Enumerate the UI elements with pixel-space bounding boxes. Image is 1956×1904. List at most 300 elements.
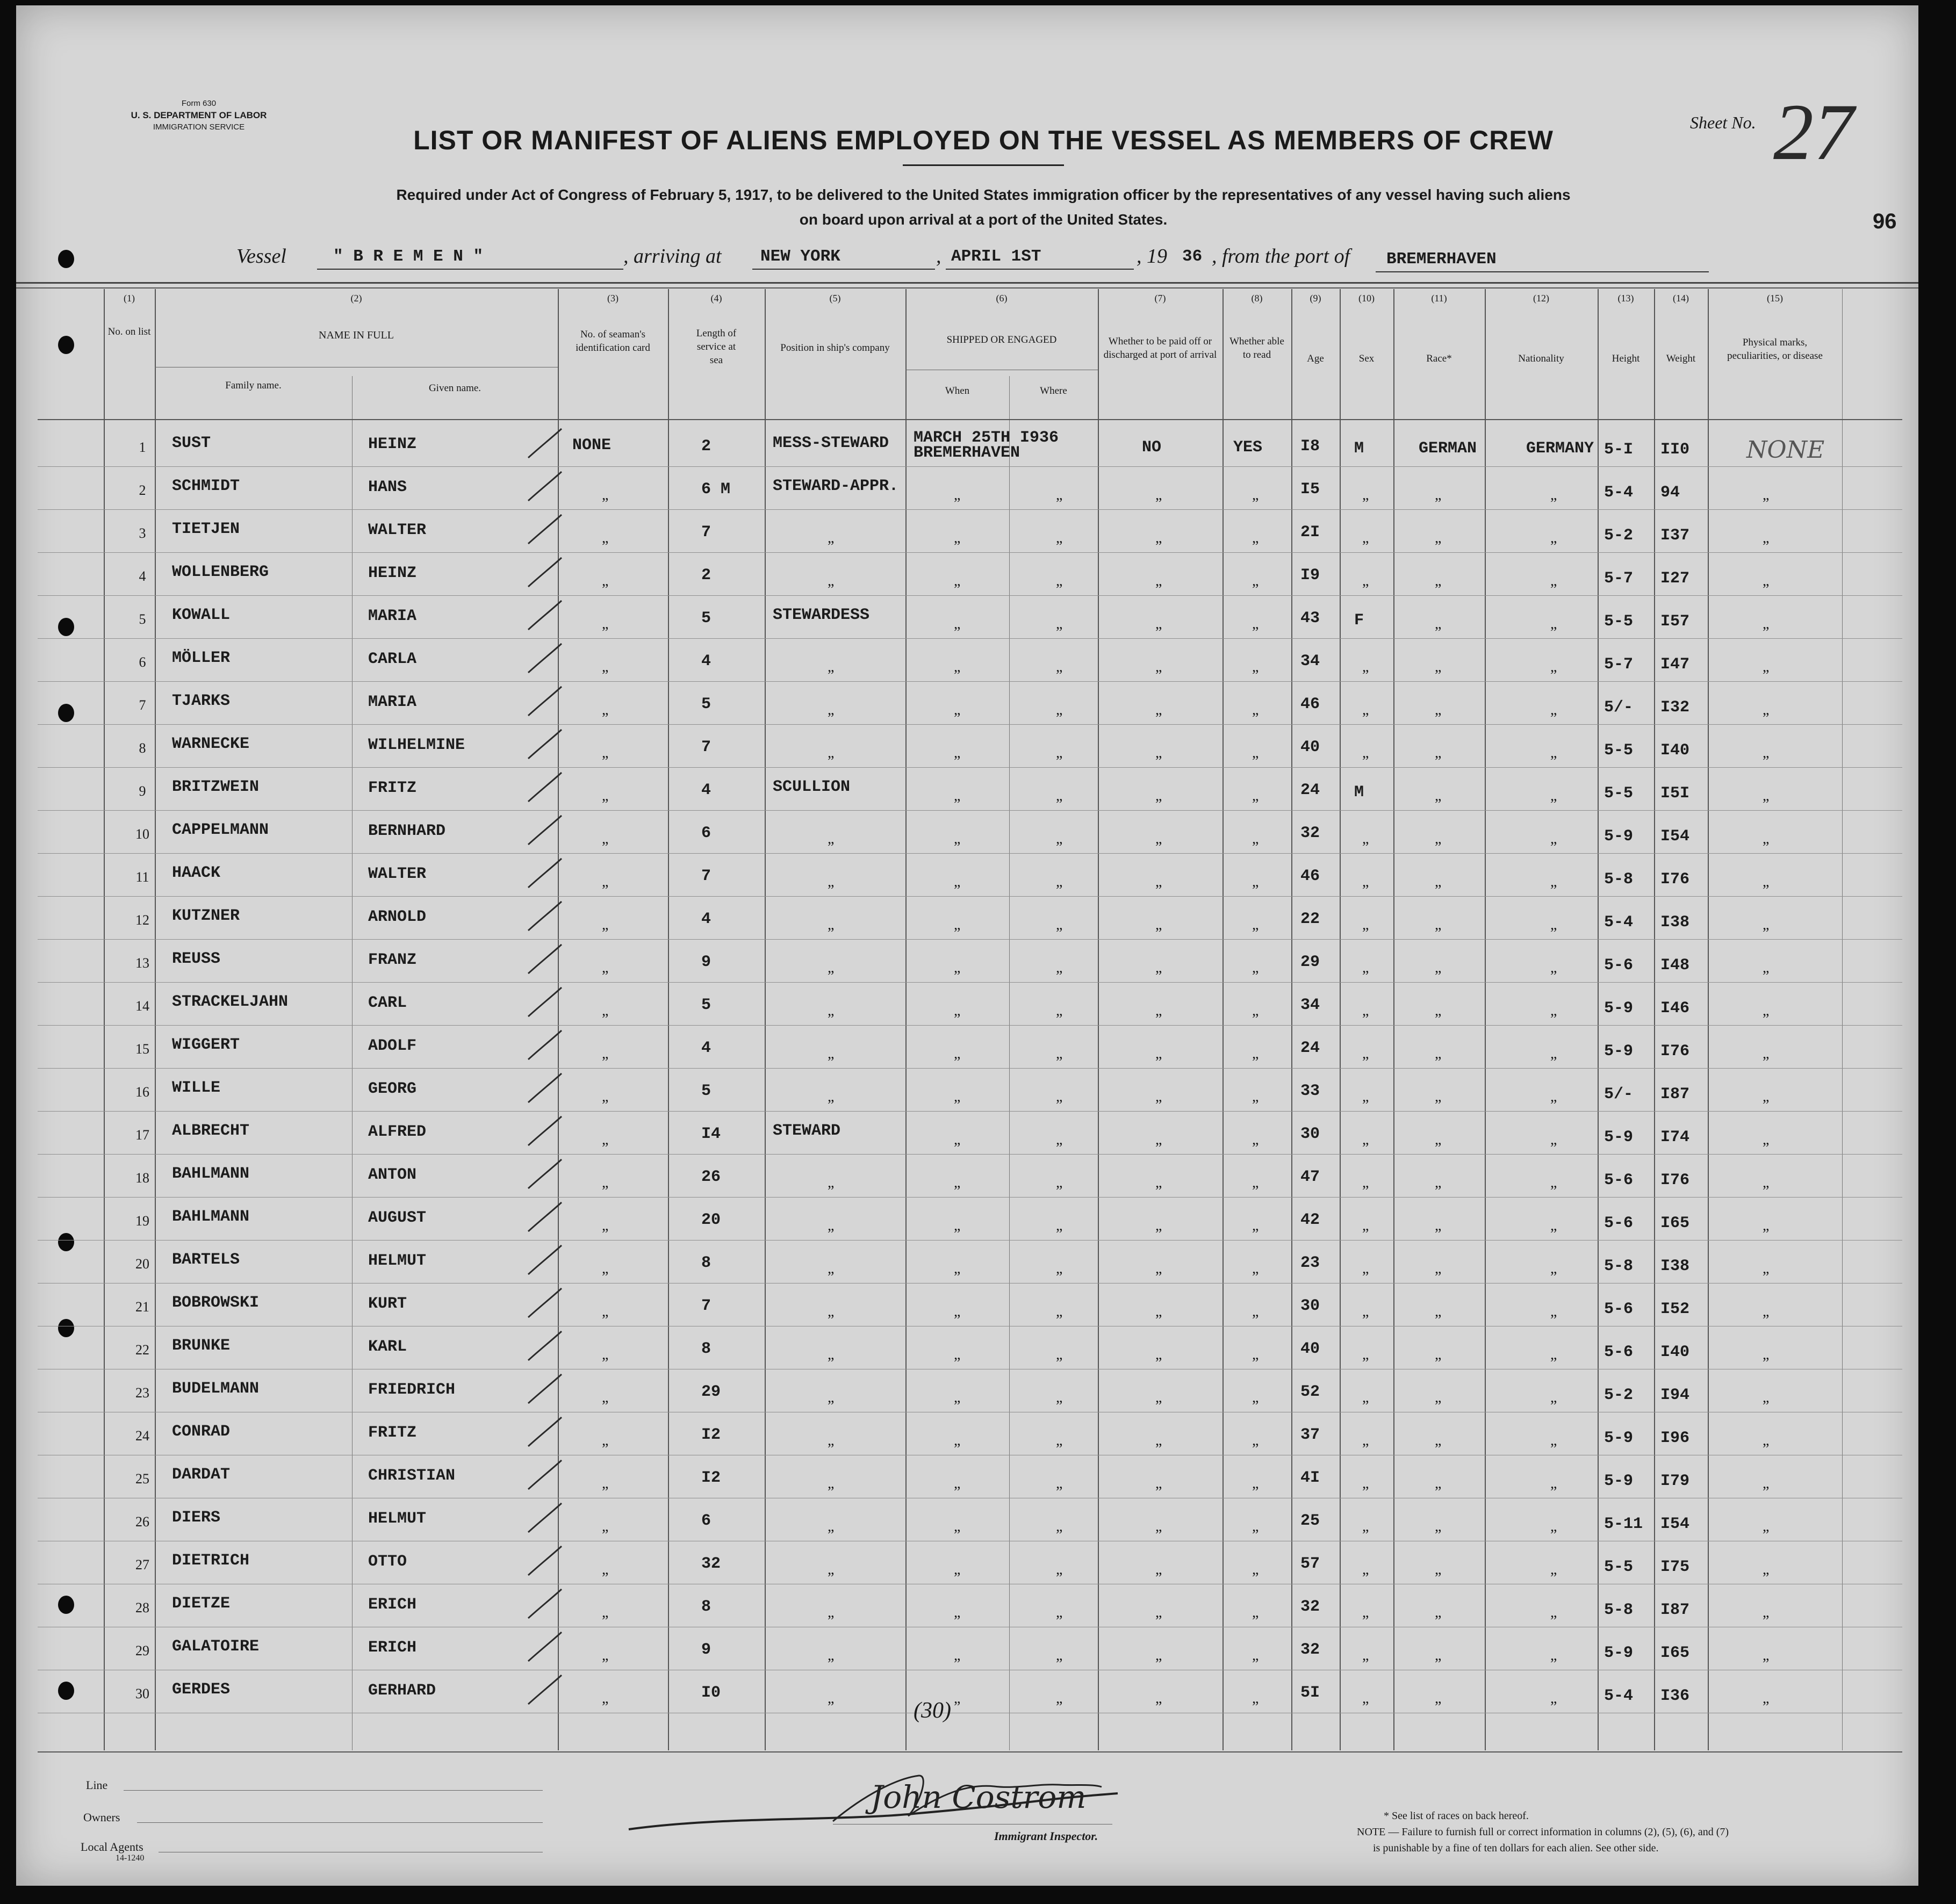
given-name: KARL — [368, 1338, 407, 1356]
weight: I76 — [1660, 1171, 1690, 1189]
ditto-mark: „ — [1362, 1604, 1369, 1621]
family-name: ALBRECHT — [172, 1122, 250, 1140]
row-number: 21 — [135, 1299, 149, 1315]
ditto-mark: „ — [1155, 616, 1162, 632]
ditto-mark: „ — [954, 1346, 961, 1363]
ditto-mark: „ — [1435, 1389, 1442, 1406]
weight: I65 — [1660, 1214, 1690, 1232]
ditto-mark: „ — [1056, 831, 1063, 847]
table-row — [16, 424, 1918, 467]
row-number: 28 — [135, 1600, 149, 1615]
check-mark-icon — [524, 1629, 567, 1667]
family-name: KUTZNER — [172, 907, 240, 925]
position: STEWARD — [773, 1122, 841, 1140]
check-mark-icon — [524, 1586, 567, 1624]
row-number: 10 — [135, 826, 149, 842]
ditto-mark: „ — [1155, 1303, 1162, 1320]
ditto-mark: „ — [1155, 1088, 1162, 1105]
height: 5-6 — [1604, 1214, 1634, 1232]
ditto-mark: „ — [828, 1303, 835, 1320]
ditto-mark: „ — [1435, 1260, 1442, 1277]
ditto-mark: „ — [1056, 1647, 1063, 1664]
ditto-mark: „ — [1252, 1303, 1259, 1320]
ditto-mark: „ — [1155, 1432, 1162, 1449]
ditto-mark: „ — [1550, 1561, 1557, 1578]
given-name: KURT — [368, 1295, 407, 1313]
ditto-mark: „ — [1155, 1045, 1162, 1062]
ditto-mark: „ — [1252, 1217, 1259, 1234]
age: 47 — [1300, 1168, 1320, 1186]
ditto-mark: „ — [1155, 831, 1162, 847]
height: 5-6 — [1604, 956, 1634, 975]
line-label: Line — [86, 1778, 108, 1792]
height: 5-9 — [1604, 1472, 1634, 1490]
ditto-mark: „ — [1056, 745, 1063, 761]
ditto-mark: „ — [1435, 874, 1442, 890]
ditto-mark: „ — [1763, 1690, 1770, 1707]
ditto-mark: „ — [1056, 487, 1063, 503]
ditto-mark: „ — [1252, 573, 1259, 589]
check-mark-icon — [524, 769, 567, 807]
ditto-mark: „ — [954, 1088, 961, 1105]
ditto-mark: „ — [1763, 573, 1770, 589]
ditto-mark: „ — [1362, 1518, 1369, 1535]
service-length: 26 — [701, 1168, 721, 1186]
ditto-mark: „ — [828, 874, 835, 890]
ditto-mark: „ — [1763, 616, 1770, 632]
ditto-mark: „ — [1362, 1561, 1369, 1578]
family-name: SUST — [172, 434, 211, 452]
table-row — [16, 1327, 1918, 1370]
ditto-mark: „ — [1763, 788, 1770, 804]
weight: I87 — [1660, 1601, 1690, 1619]
ditto-mark: „ — [1252, 1647, 1259, 1664]
weight: I75 — [1660, 1558, 1690, 1576]
row-number: 16 — [135, 1084, 149, 1100]
ditto-mark: „ — [1362, 1217, 1369, 1234]
col-2-number: (2) — [350, 293, 362, 304]
ditto-mark: „ — [1550, 1131, 1557, 1148]
ditto-mark: „ — [828, 530, 835, 546]
age: 34 — [1300, 652, 1320, 670]
ditto-mark: „ — [954, 1389, 961, 1406]
sex: M — [1354, 439, 1364, 458]
col-15-header: Physical marks, peculiarities, or disease — [1727, 337, 1823, 362]
table-row — [16, 639, 1918, 682]
col-7-header: Whether to be paid off or discharged at port of arrival — [1103, 336, 1217, 360]
given-name: WILHELMINE — [368, 736, 465, 754]
ditto-mark: „ — [1362, 530, 1369, 546]
family-name: WOLLENBERG — [172, 563, 269, 581]
ditto-mark: „ — [1252, 1604, 1259, 1621]
ditto-mark: „ — [1362, 1131, 1369, 1148]
family-name: BARTELS — [172, 1251, 240, 1269]
ditto-mark: „ — [1056, 1174, 1063, 1191]
check-mark-icon — [524, 1070, 567, 1108]
row-number: 4 — [139, 568, 146, 584]
ditto-mark: „ — [954, 917, 961, 933]
age: 30 — [1300, 1297, 1320, 1315]
manifest-sheet — [16, 5, 1918, 1886]
row-number: 11 — [135, 869, 149, 885]
ditto-mark: „ — [1155, 874, 1162, 890]
ditto-mark: „ — [1155, 702, 1162, 718]
ditto-mark: „ — [1763, 1217, 1770, 1234]
service-length: 4 — [701, 781, 711, 799]
service-length: 20 — [701, 1211, 721, 1229]
form-code: 14-1240 — [116, 1853, 145, 1863]
col-3-header: No. of seaman's identification card — [576, 329, 650, 354]
row-number: 14 — [135, 998, 149, 1014]
height: 5-4 — [1604, 1687, 1634, 1705]
ditto-mark: „ — [828, 1003, 835, 1019]
ditto-mark: „ — [1056, 530, 1063, 546]
ditto-mark: „ — [602, 573, 609, 589]
ditto-mark: „ — [1252, 1475, 1259, 1492]
able-to-read: YES — [1233, 438, 1263, 457]
ditto-mark: „ — [1362, 573, 1369, 589]
given-name: AUGUST — [368, 1209, 427, 1227]
service-length: 6 — [701, 1512, 711, 1530]
check-mark-icon — [524, 1543, 567, 1581]
position: MESS-STEWARD — [773, 434, 889, 452]
ditto-mark: „ — [828, 1561, 835, 1578]
ditto-mark: „ — [1056, 1088, 1063, 1105]
given-name: CARL — [368, 994, 407, 1012]
ditto-mark: „ — [1550, 874, 1557, 890]
ditto-mark: „ — [602, 1217, 609, 1234]
position: STEWARD-APPR. — [773, 477, 899, 495]
arrival-year: 36 — [1182, 247, 1203, 266]
service-length: 5 — [701, 695, 711, 713]
ditto-mark: „ — [1362, 1475, 1369, 1492]
ditto-mark: „ — [602, 1045, 609, 1062]
check-mark-icon — [524, 1457, 567, 1495]
service: IMMIGRATION SERVICE — [153, 122, 245, 132]
ditto-mark: „ — [1155, 745, 1162, 761]
ditto-mark: „ — [1056, 788, 1063, 804]
ditto-mark: „ — [1435, 1432, 1442, 1449]
ditto-mark: „ — [602, 960, 609, 976]
weight: I40 — [1660, 741, 1690, 760]
row-number: 18 — [135, 1170, 149, 1186]
ditto-mark: „ — [1763, 530, 1770, 546]
ditto-mark: „ — [1252, 1432, 1259, 1449]
col-6-header: SHIPPED OR ENGAGED — [946, 334, 1057, 345]
ditto-mark: „ — [602, 1303, 609, 1320]
table-row — [16, 1112, 1918, 1155]
check-mark-icon — [524, 1500, 567, 1538]
ditto-mark: „ — [1155, 1003, 1162, 1019]
table-row — [16, 1499, 1918, 1542]
ditto-mark: „ — [954, 1475, 961, 1492]
page-title: LIST OR MANIFEST OF ALIENS EMPLOYED ON THE VESSEL AS MEMBERS OF CREW — [413, 125, 1554, 155]
ditto-mark: „ — [1435, 487, 1442, 503]
row-number: 6 — [139, 654, 146, 670]
service-length: 8 — [701, 1340, 711, 1358]
ditto-mark: „ — [1435, 917, 1442, 933]
ditto-mark: „ — [1763, 1432, 1770, 1449]
ditto-mark: „ — [1056, 1690, 1063, 1707]
ditto-mark: „ — [1362, 1647, 1369, 1664]
ditto-mark: „ — [1056, 960, 1063, 976]
ditto-mark: „ — [1252, 831, 1259, 847]
ditto-mark: „ — [954, 1174, 961, 1191]
ditto-mark: „ — [828, 1088, 835, 1105]
ditto-mark: „ — [1252, 530, 1259, 546]
weight: I32 — [1660, 698, 1690, 717]
table-row — [16, 553, 1918, 596]
col-5-header: Position in ship's company — [780, 342, 890, 354]
ditto-mark: „ — [1435, 1690, 1442, 1707]
ditto-mark: „ — [1763, 745, 1770, 761]
ditto-mark: „ — [1435, 1217, 1442, 1234]
given-name: CHRISTIAN — [368, 1467, 456, 1485]
ditto-mark: „ — [828, 659, 835, 675]
service-length: 32 — [701, 1555, 721, 1573]
service-length: 5 — [701, 1082, 711, 1100]
ditto-mark: „ — [1155, 1604, 1162, 1621]
given-name: ARNOLD — [368, 908, 427, 926]
ditto-mark: „ — [1252, 1003, 1259, 1019]
ditto-mark: „ — [1155, 659, 1162, 675]
table-row — [16, 1628, 1918, 1671]
ditto-mark: „ — [828, 1647, 835, 1664]
ditto-mark: „ — [602, 1260, 609, 1277]
weight: I76 — [1660, 870, 1690, 889]
weight: I37 — [1660, 527, 1690, 545]
ditto-mark: „ — [1550, 745, 1557, 761]
ditto-mark: „ — [954, 1561, 961, 1578]
table-row — [16, 1284, 1918, 1327]
ditto-mark: „ — [1362, 874, 1369, 890]
table-row — [16, 1026, 1918, 1069]
height: 5-4 — [1604, 913, 1634, 932]
ditto-mark: „ — [1362, 1303, 1369, 1320]
col-14-header: Weight — [1666, 353, 1696, 364]
ditto-mark: „ — [1155, 1260, 1162, 1277]
table-row — [16, 811, 1918, 854]
check-mark-icon — [524, 941, 567, 979]
row-number: 9 — [139, 783, 146, 799]
ditto-mark: „ — [1252, 1131, 1259, 1148]
table-row — [16, 897, 1918, 940]
ditto-mark: „ — [1763, 1088, 1770, 1105]
ditto-mark: „ — [1763, 1389, 1770, 1406]
family-name: WIGGERT — [172, 1036, 240, 1054]
age: 46 — [1300, 867, 1320, 885]
check-mark-icon — [524, 425, 567, 463]
col-7-number: (7) — [1154, 293, 1166, 304]
weight: I96 — [1660, 1429, 1690, 1447]
col-2a-header: Family name. — [225, 380, 282, 391]
paid-off: NO — [1142, 438, 1162, 457]
corner-number: 96 — [1873, 210, 1897, 233]
ditto-mark: „ — [1435, 702, 1442, 718]
ditto-mark: „ — [1252, 1346, 1259, 1363]
family-name: KOWALL — [172, 606, 231, 624]
check-mark-icon — [524, 511, 567, 549]
ditto-mark: „ — [828, 1518, 835, 1535]
ditto-mark: „ — [1435, 616, 1442, 632]
ditto-mark: „ — [1155, 573, 1162, 589]
ditto-mark: „ — [828, 1260, 835, 1277]
ditto-mark: „ — [828, 960, 835, 976]
ditto-mark: „ — [828, 1389, 835, 1406]
ditto-mark: „ — [1155, 1561, 1162, 1578]
table-row — [16, 682, 1918, 725]
ditto-mark: „ — [1362, 702, 1369, 718]
ditto-mark: „ — [1252, 1260, 1259, 1277]
age: 22 — [1300, 910, 1320, 928]
height: 5-9 — [1604, 1042, 1634, 1061]
ditto-mark: „ — [1155, 788, 1162, 804]
family-name: DARDAT — [172, 1466, 231, 1484]
table-row — [16, 983, 1918, 1026]
service-length: 7 — [701, 738, 711, 756]
service-length: 6 M — [701, 480, 731, 499]
ditto-mark: „ — [1362, 960, 1369, 976]
row-number: 13 — [135, 955, 149, 971]
ditto-mark: „ — [1362, 831, 1369, 847]
sex: F — [1354, 611, 1364, 630]
ditto-mark: „ — [1763, 1604, 1770, 1621]
ditto-mark: „ — [1252, 788, 1259, 804]
port-label: , from the port of — [1212, 245, 1350, 268]
ditto-mark: „ — [1362, 1174, 1369, 1191]
ditto-mark: „ — [1252, 702, 1259, 718]
ditto-mark: „ — [954, 960, 961, 976]
age: 52 — [1300, 1383, 1320, 1401]
age: I9 — [1300, 566, 1320, 585]
table-row — [16, 1069, 1918, 1112]
col-1-header: No. on list — [107, 326, 151, 337]
ditto-mark: „ — [954, 1131, 961, 1148]
ditto-mark: „ — [1550, 1303, 1557, 1320]
table-row — [16, 1585, 1918, 1628]
ditto-mark: „ — [1252, 487, 1259, 503]
ditto-mark: „ — [1550, 530, 1557, 546]
check-mark-icon — [524, 468, 567, 506]
ditto-mark: „ — [1155, 1647, 1162, 1664]
ditto-mark: „ — [1550, 960, 1557, 976]
ditto-mark: „ — [1252, 659, 1259, 675]
given-name: MARIA — [368, 693, 417, 711]
ditto-mark: „ — [602, 831, 609, 847]
table-row — [16, 1671, 1918, 1714]
ditto-mark: „ — [954, 1217, 961, 1234]
ditto-mark: „ — [1550, 573, 1557, 589]
age: 46 — [1300, 695, 1320, 713]
age: 4I — [1300, 1469, 1320, 1487]
ditto-mark: „ — [602, 1690, 609, 1707]
ditto-mark: „ — [1056, 1131, 1063, 1148]
row-number: 24 — [135, 1428, 149, 1444]
ditto-mark: „ — [1435, 1088, 1442, 1105]
row-number: 1 — [139, 439, 146, 455]
ditto-mark: „ — [1550, 1088, 1557, 1105]
family-name: SCHMIDT — [172, 477, 240, 495]
family-name: BRUNKE — [172, 1337, 231, 1355]
service-length: 8 — [701, 1254, 711, 1272]
ditto-mark: „ — [1763, 1561, 1770, 1578]
row-number: 20 — [135, 1256, 149, 1272]
check-mark-icon — [524, 1414, 567, 1452]
age: 40 — [1300, 738, 1320, 756]
ditto-mark: „ — [1763, 1346, 1770, 1363]
ditto-mark: „ — [1155, 1475, 1162, 1492]
weight: I40 — [1660, 1343, 1690, 1361]
col-15-number: (15) — [1767, 293, 1783, 304]
ditto-mark: „ — [1763, 1303, 1770, 1320]
given-name: BERNHARD — [368, 822, 446, 840]
weight: I5I — [1660, 784, 1690, 803]
check-mark-icon — [524, 683, 567, 721]
ditto-mark: „ — [954, 702, 961, 718]
ditto-mark: „ — [1362, 917, 1369, 933]
table-row — [16, 1542, 1918, 1585]
ditto-mark: „ — [954, 1432, 961, 1449]
ditto-mark: „ — [1252, 1045, 1259, 1062]
age: 43 — [1300, 609, 1320, 628]
row-number: 5 — [139, 611, 146, 627]
ditto-mark: „ — [1763, 702, 1770, 718]
ditto-mark: „ — [602, 1518, 609, 1535]
col-13-number: (13) — [1617, 293, 1634, 304]
ditto-mark: „ — [1550, 1389, 1557, 1406]
check-mark-icon — [524, 1156, 567, 1194]
agents-label: Local Agents — [81, 1840, 143, 1853]
weight: I36 — [1660, 1687, 1690, 1705]
height: 5-2 — [1604, 1386, 1634, 1404]
ditto-mark: „ — [602, 1003, 609, 1019]
row-number: 30 — [135, 1686, 149, 1701]
inspector-label: Immigrant Inspector. — [994, 1829, 1098, 1843]
ditto-mark: „ — [1056, 1389, 1063, 1406]
ditto-mark: „ — [954, 1647, 961, 1664]
ditto-mark: „ — [1155, 960, 1162, 976]
height: 5-5 — [1604, 741, 1634, 760]
weight: I54 — [1660, 827, 1690, 846]
given-name: WALTER — [368, 865, 427, 883]
height: 5-9 — [1604, 1128, 1634, 1146]
ditto-mark: „ — [1056, 1260, 1063, 1277]
check-mark-icon — [524, 1242, 567, 1280]
ditto-mark: „ — [1252, 1518, 1259, 1535]
ditto-mark: „ — [1435, 1604, 1442, 1621]
ditto-mark: „ — [602, 1346, 609, 1363]
physical-marks: NONE — [1746, 436, 1825, 464]
weight: I65 — [1660, 1644, 1690, 1662]
ditto-mark: „ — [828, 573, 835, 589]
ditto-mark: „ — [602, 1604, 609, 1621]
ditto-mark: „ — [954, 1518, 961, 1535]
check-mark-icon — [524, 1199, 567, 1237]
height: 5-5 — [1604, 1558, 1634, 1576]
ditto-mark: „ — [1435, 1003, 1442, 1019]
age: 42 — [1300, 1211, 1320, 1229]
ditto-mark: „ — [828, 917, 835, 933]
ditto-mark: „ — [1252, 616, 1259, 632]
ditto-mark: „ — [1362, 1003, 1369, 1019]
check-mark-icon — [524, 1672, 567, 1710]
ditto-mark: „ — [1763, 1475, 1770, 1492]
ditto-mark: „ — [1056, 616, 1063, 632]
ditto-mark: „ — [1056, 1217, 1063, 1234]
age: 25 — [1300, 1512, 1320, 1530]
note-line-2: is punishable by a fine of ten dollars for each alien. See other side. — [1373, 1842, 1659, 1854]
sex: M — [1354, 783, 1364, 802]
